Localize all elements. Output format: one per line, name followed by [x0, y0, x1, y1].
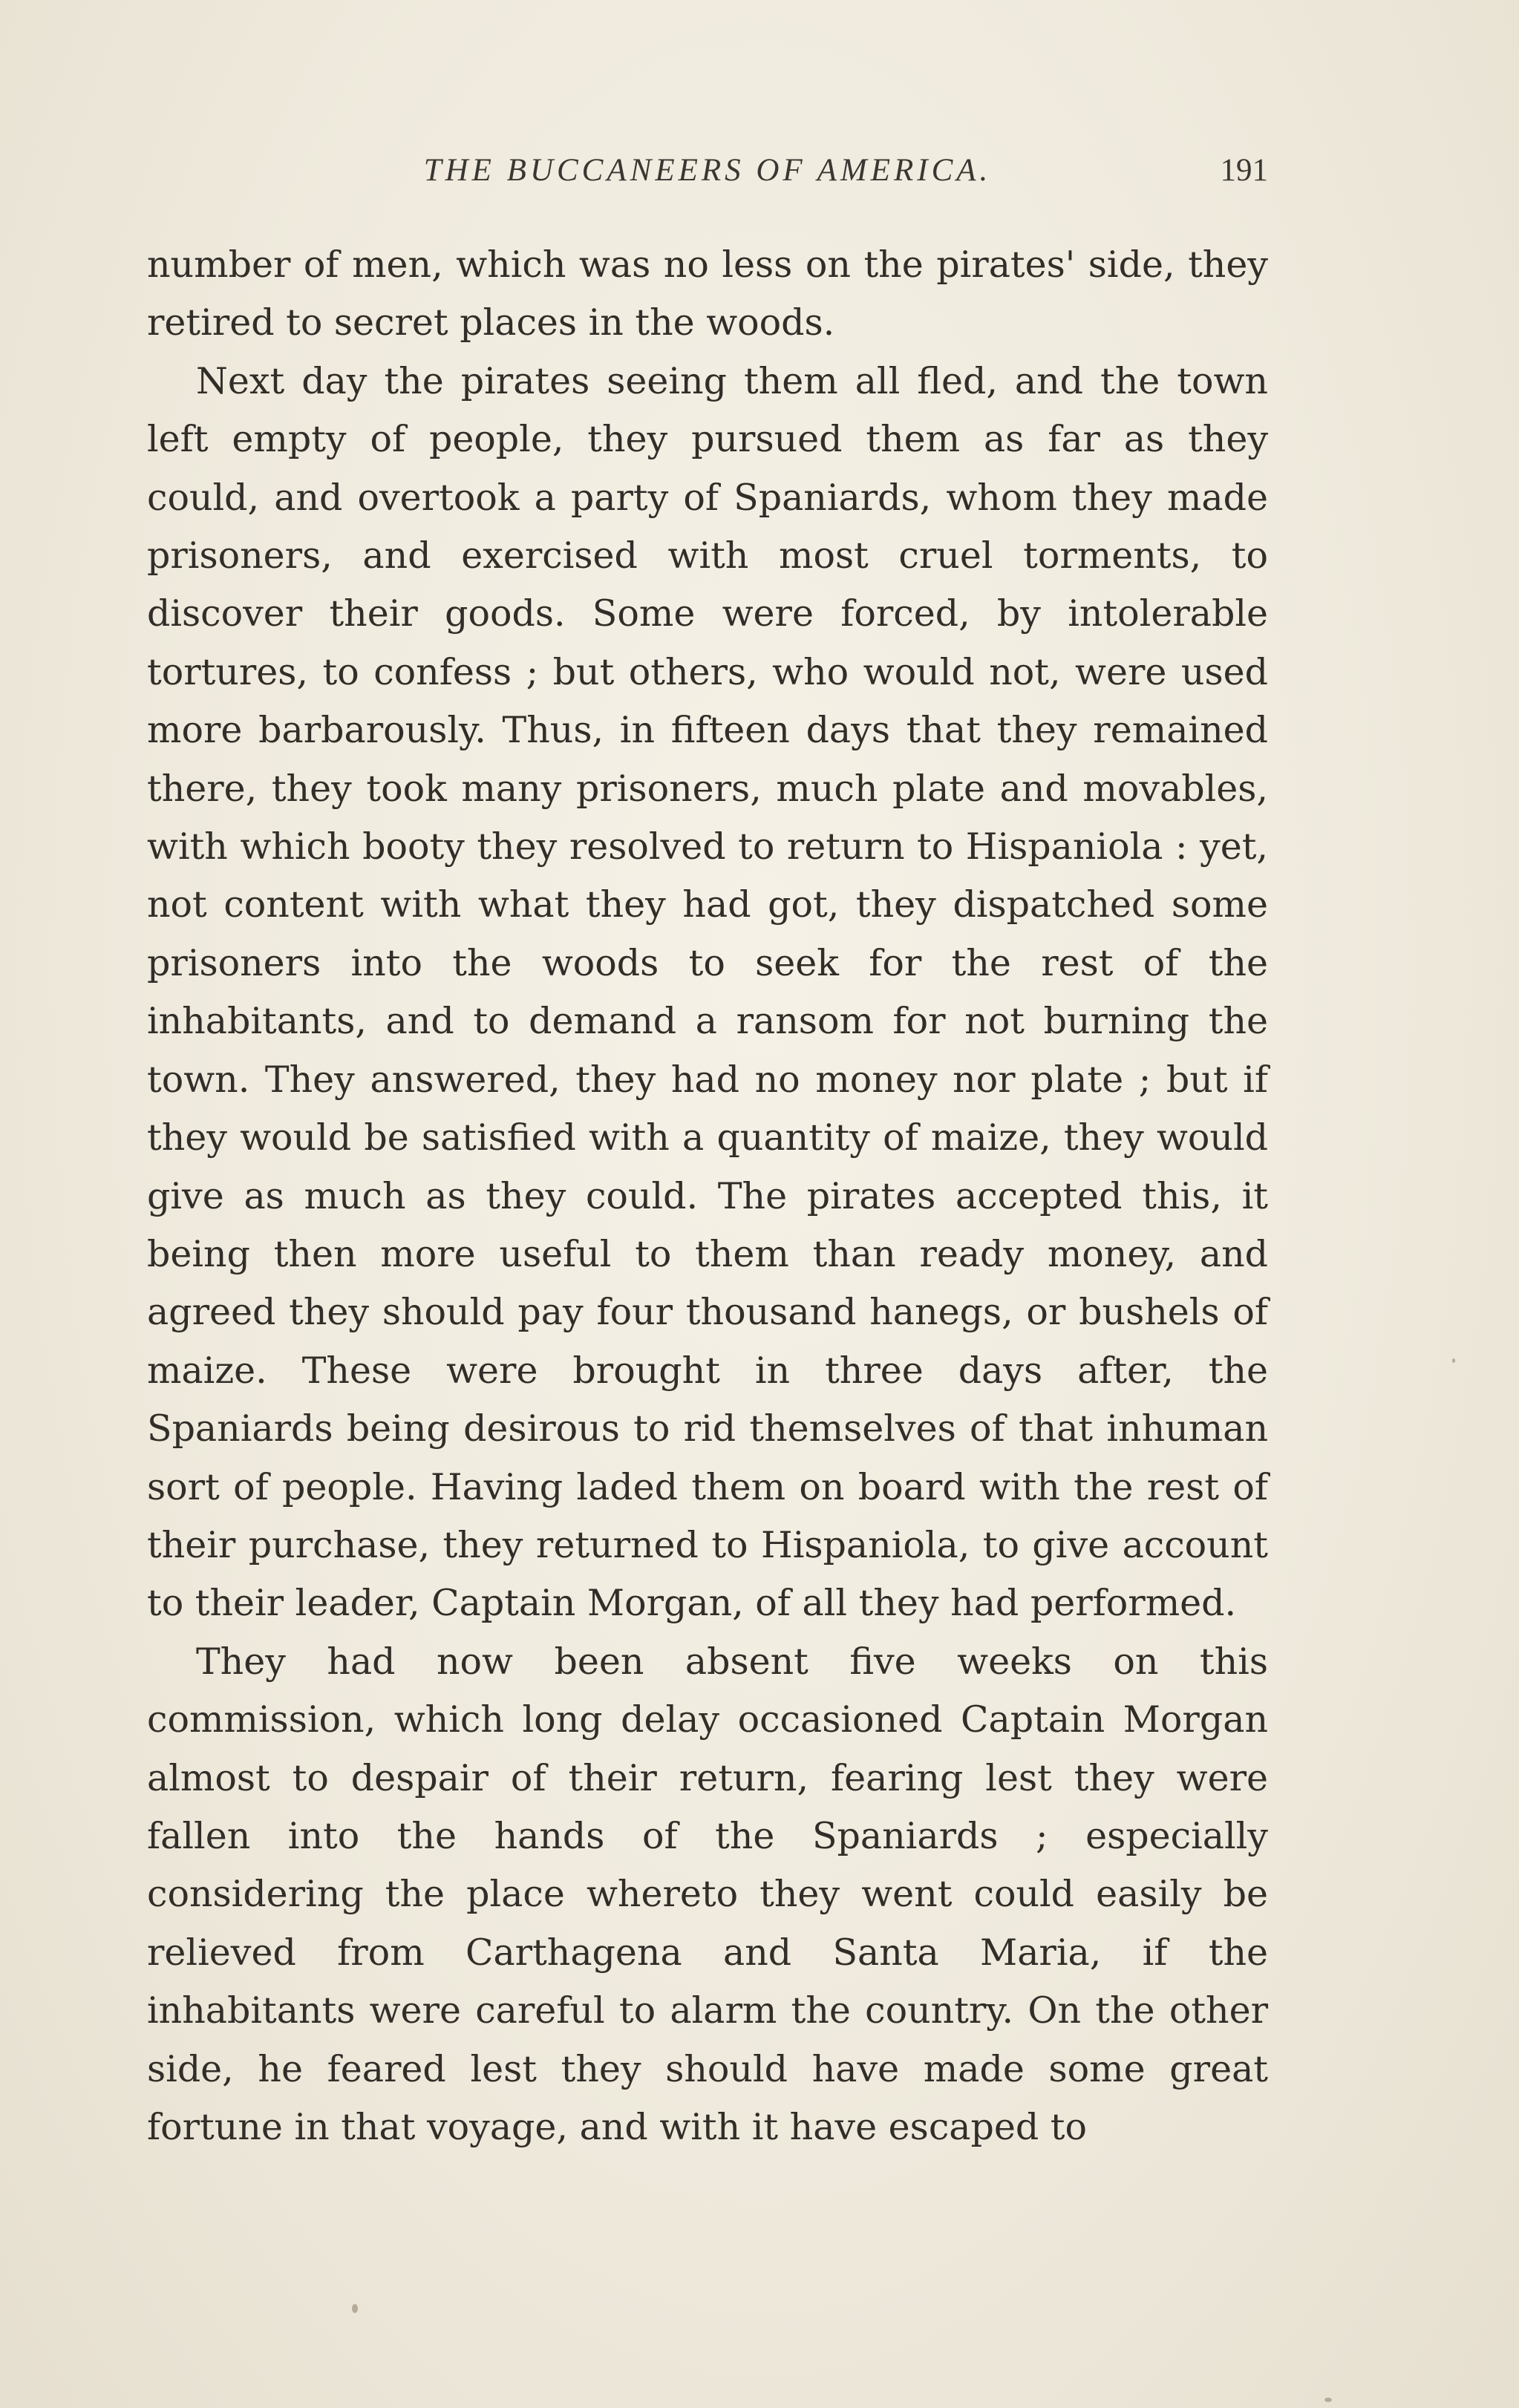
paper-speck: [1324, 2398, 1332, 2402]
running-head: [147, 152, 1268, 204]
paragraph-1: number of men, which was no less on the pirates' side, they retired to secret places in the woods.: [147, 243, 1268, 344]
paragraph-2: Next day the pirates seeing them all fled, and the town left empty of people, they pursued them as far as they could, and overtook a party of Spaniards, whom they made prisoners, and exercised with most cruel torments, to discover their goods. Some were forced, by intolerable tortures, to confess ; but others, who would not, were used more barbarously. Thus, in fifteen days that they remained there, they took many prisoners, much plate and movables, with which booty they resolved to return to Hispaniola : yet, not content with what they had got, they dispatched some prisoners into the woods to seek for the rest of the inhabitants, and to demand a ransom for not burning the town. They answered, they had no money nor plate ; but if they would be satisfied with a quantity of maize, they would give as much as they could. The pirates accepted this, it being then more useful to them than ready money, and agreed they should pay four thousand hanegs, or bushels of maize. These were brought in three days after, the Spaniards being desirous to rid themselves of that inhuman sort of people. Having laded them on board with the rest of their purchase, they returned to Hispaniola, to give account to their leader, Captain Morgan, of all they had performed.: [147, 359, 1268, 1625]
paper-speck: [1452, 1358, 1455, 1363]
paper-speck: [352, 2304, 358, 2313]
body-text: [147, 236, 1268, 2156]
page-number: 191: [1220, 153, 1268, 188]
paragraph-3: They had now been absent five weeks on this commission, which long delay occasioned Captain Morgan almost to despair of their return, fearing lest they were fallen into the hands of the Spaniards ; especially considering the place whereto they went could easily be relieved from Carthagena and Santa Maria, if the inhabitants were careful to alarm the country. On the other side, he feared lest they should have made some great fortune in that voyage, and with it have escaped to: [147, 1640, 1268, 2148]
running-title: THE BUCCANEERS OF AMERICA.: [423, 153, 992, 188]
